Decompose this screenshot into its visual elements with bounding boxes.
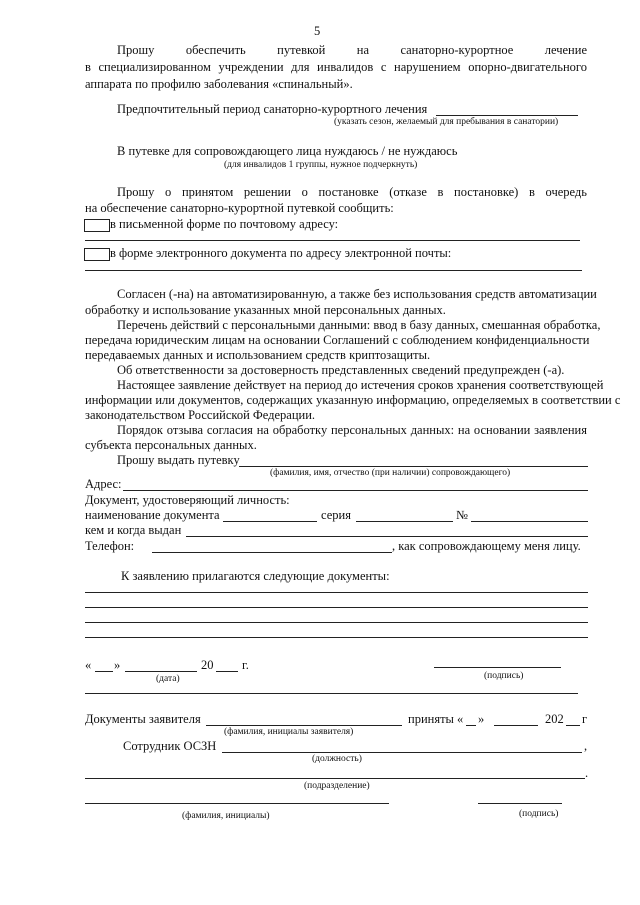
employee-comma: , <box>584 739 588 753</box>
email-option-label: в форме электронного документа по адресу электронной почты: <box>110 246 452 260</box>
position-hint: (должность) <box>312 754 362 764</box>
consent-p2-l1: Перечень действий с персональными данными: ввод в базу данных, смешанная обработка, <box>117 318 601 332</box>
consent-p5-l2: субъекта персональных данных. <box>85 438 257 452</box>
department-hint: (подразделение) <box>304 781 370 791</box>
consent-p2-l2: передача юридическим лицам на основании Соглашений с соблюдением конфиденциальности <box>85 333 590 347</box>
accept-day-line[interactable] <box>466 725 476 726</box>
phone-line[interactable] <box>152 552 392 553</box>
date-year-suffix: г. <box>242 658 249 672</box>
accept-month-line[interactable] <box>494 725 538 726</box>
doc-name-label: наименование документа <box>85 508 220 522</box>
accept-year-line[interactable] <box>566 725 580 726</box>
issued-by-line[interactable] <box>186 536 588 537</box>
accept-year: 202 <box>545 712 564 726</box>
request-line-2: в специализированном учреждении для инвалидов с нарушением опорно-двигательного <box>85 60 587 74</box>
attachment-line-2[interactable] <box>85 607 588 608</box>
page-number: 5 <box>314 24 321 38</box>
period-hint: (указать сезон, желаемый для пребывания в санатории) <box>334 117 559 127</box>
postal-option-label: в письменной форме по почтовому адресу: <box>110 217 339 231</box>
employee-name-line[interactable] <box>85 803 389 804</box>
consent-p1-l1: Согласен (-на) на автоматизированную, а также без использования средств автоматизации <box>117 287 597 301</box>
postal-checkbox[interactable] <box>84 219 110 232</box>
accepted-label: приняты « <box>408 712 464 726</box>
escort-name-line[interactable] <box>239 466 588 467</box>
address-label: Адрес: <box>85 477 122 491</box>
accept-quote-close: » <box>478 712 485 726</box>
applicant-signature-line[interactable] <box>434 667 561 668</box>
date-day-line[interactable] <box>95 671 113 672</box>
date-quote-close: » <box>114 658 121 672</box>
number-label: № <box>456 508 468 522</box>
id-document-label: Документ, удостоверяющий личность: <box>85 493 290 507</box>
number-line[interactable] <box>471 521 588 522</box>
date-year-prefix: 20 <box>201 658 214 672</box>
escort-label: В путевке для сопровождающего лица нуждаюсь / не нуждаюсь <box>117 144 458 158</box>
attachments-label: К заявлению прилагаются следующие документы: <box>121 569 390 583</box>
date-month-line[interactable] <box>125 671 197 672</box>
period-line[interactable] <box>436 115 578 116</box>
doc-name-line[interactable] <box>223 521 317 522</box>
employee-label: Сотрудник ОСЗН <box>123 739 217 753</box>
date-year-line[interactable] <box>216 671 238 672</box>
consent-p3: Об ответственности за достоверность представленных сведений предупрежден (-а). <box>117 363 565 377</box>
consent-p2-l3: передаваемых данных и использованием средств криптозащиты. <box>85 348 431 362</box>
escort-name-hint: (фамилия, имя, отчество (при наличии) сопровождающего) <box>270 468 511 478</box>
consent-p1-l2: обработку и использование указанных мной персональных данных. <box>85 303 446 317</box>
applicant-initials-line[interactable] <box>206 725 402 726</box>
consent-p4-l2: информации или документов, содержащих указанную информацию, определяемых в соответствии с <box>85 393 621 407</box>
date-quote-open: « <box>85 658 92 672</box>
employee-signature-hint: (подпись) <box>519 809 559 819</box>
email-checkbox[interactable] <box>84 248 110 261</box>
postal-address-line[interactable] <box>85 240 580 241</box>
request-line-3: аппарата по профилю заболевания «спинальный». <box>85 77 353 91</box>
period-label: Предпочтительный период санаторно-курортного лечения <box>117 102 428 116</box>
docs-accepted-label: Документы заявителя <box>85 712 201 726</box>
address-line[interactable] <box>123 490 588 491</box>
attachment-line-1[interactable] <box>85 592 588 593</box>
consent-p4-l1: Настоящее заявление действует на период до истечения сроков хранения соответствующей <box>117 378 604 392</box>
issued-by-label: кем и когда выдан <box>85 523 182 537</box>
phone-tail: , как сопровождающему меня лицу. <box>392 539 581 553</box>
date-hint: (дата) <box>156 674 180 684</box>
series-label: серия <box>321 508 351 522</box>
applicant-signature-hint: (подпись) <box>484 671 524 681</box>
attachment-line-4[interactable] <box>85 637 588 638</box>
accept-year-suffix: г <box>582 712 588 726</box>
employee-signature-line[interactable] <box>478 803 562 804</box>
department-period: . <box>585 766 589 780</box>
decision-line-2: на обеспечение санаторно-курортной путевкой сообщить: <box>85 201 394 215</box>
escort-hint: (для инвалидов 1 группы, нужное подчеркнуть) <box>224 160 418 170</box>
separator-line <box>85 693 578 694</box>
consent-p4-l3: законодательством Российской Федерации. <box>85 408 316 422</box>
consent-p5-l1: Порядок отзыва согласия на обработку персональных данных: на основании заявления <box>117 423 587 437</box>
issue-label: Прошу выдать путевку <box>117 453 240 467</box>
email-address-line[interactable] <box>85 270 582 271</box>
phone-label: Телефон: <box>85 539 135 553</box>
request-line-1: Прошу обеспечить путевкой на санаторно-курортное лечение <box>117 43 587 57</box>
department-line[interactable] <box>85 778 585 779</box>
applicant-initials-hint: (фамилия, инициалы заявителя) <box>224 727 354 737</box>
employee-name-hint: (фамилия, инициалы) <box>182 811 270 821</box>
attachment-line-3[interactable] <box>85 622 588 623</box>
series-line[interactable] <box>356 521 453 522</box>
decision-line-1: Прошу о принятом решении о постановке (отказе в постановке) в очередь <box>117 185 587 199</box>
employee-position-line[interactable] <box>222 752 582 753</box>
